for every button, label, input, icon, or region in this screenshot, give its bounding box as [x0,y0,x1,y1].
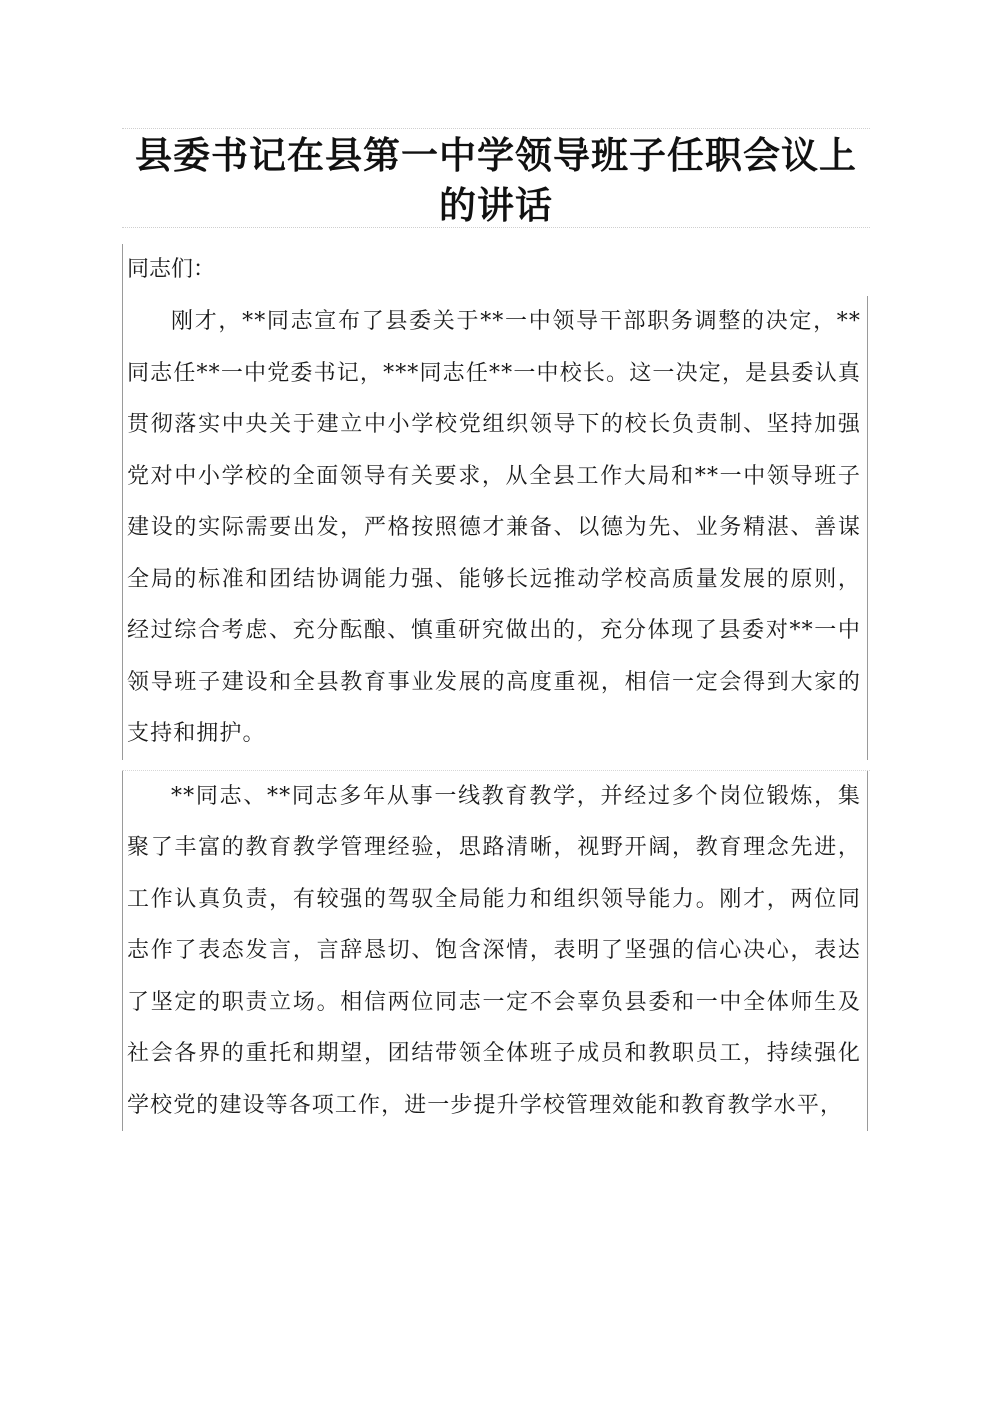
title-block [122,128,870,228]
paragraph-2: **同志、**同志多年从事一线教育教学，并经过多个岗位锻炼，集聚了丰富的教育教学管理经验，思路清晰，视野开阔，教育理念先进，工作认真负责，有较强的驾驭全局能力和组织领导能力。刚才，两位同志作了表态发言，言辞恳切、饱含深情，表明了坚强的信心决心，表达了坚定的职责立场。相信两位同志一定不会辜负县委和一中全体师生及社会各界的重托和期望，团结带领全体班子成员和教职员工，持续强化学校党的建设等各项工作，进一步提升学校管理效能和教育教学水平， [122,771,868,1132]
document-body [122,244,874,1131]
paragraph-separator [122,760,870,771]
greeting: 同志们： [122,244,874,296]
document-title: 县委书记在县第一中学领导班子任职会议上的讲话 [135,134,857,227]
paragraph-1: 刚才，**同志宣布了县委关于**一中领导干部职务调整的决定，**同志任**一中党委书记，***同志任**一中校长。这一决定，是县委认真贯彻落实中央关于建立中小学校党组织领导下的校长负责制、坚持加强党对中小学校的全面领导有关要求，从全县工作大局和**一中领导班子建设的实际需要出发，严格按照德才兼备、以德为先、业务精湛、善谋全局的标准和团结协调能力强、能够长远推动学校高质量发展的原则，经过综合考虑、充分酝酿、慎重研究做出的，充分体现了县委对**一中领导班子建设和全县教育事业发展的高度重视，相信一定会得到大家的支持和拥护。 [122,296,868,760]
